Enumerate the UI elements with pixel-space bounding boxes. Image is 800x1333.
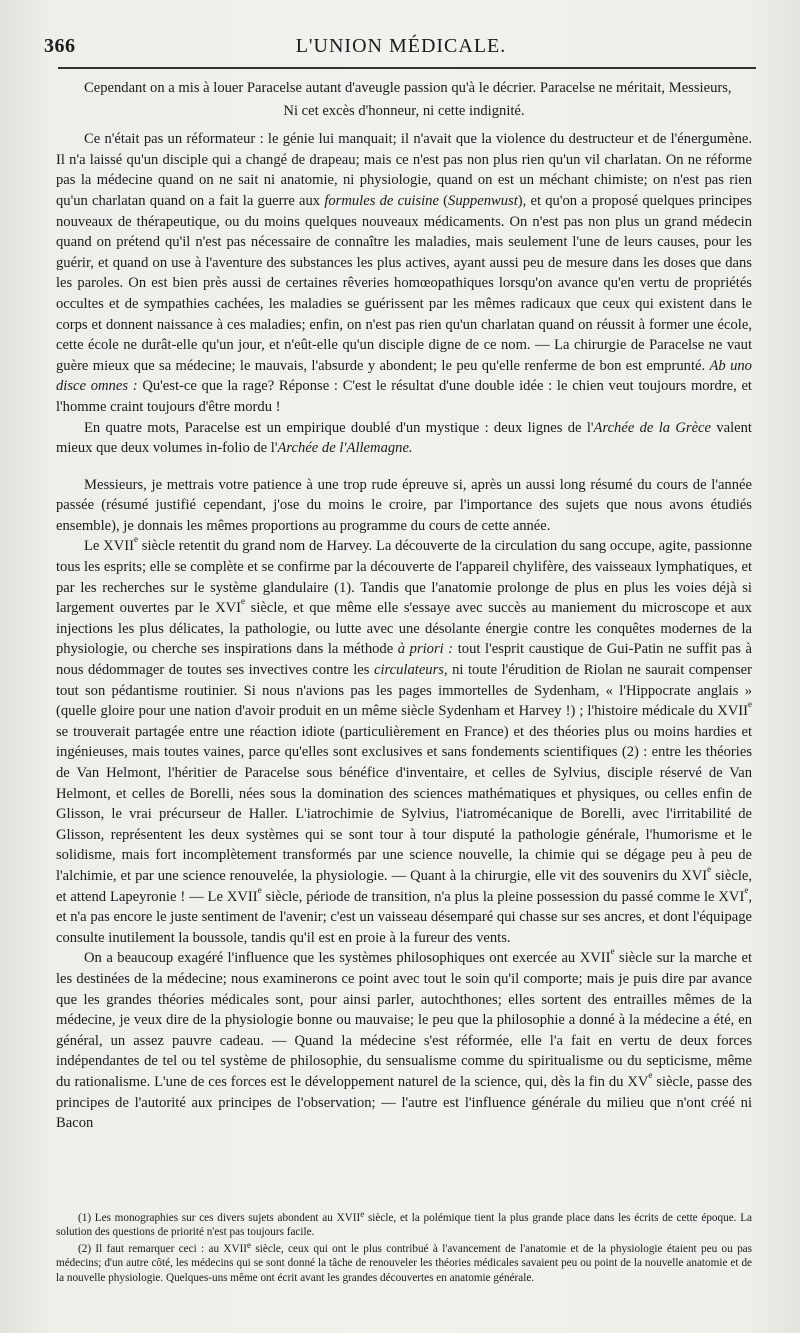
text-run: En quatre mots, Paracelse est un empirique doublé d'un mystique : deux lignes de l' [84, 419, 594, 436]
text-run: siècle sur la marche et les destinées de la médecine; nous examinerons ce point avec tout le soin qu'il comporte; mais je puis dire par avance que les grandes théories médicales sont, pour ainsi parler, autochthones; elles sortent des entrailles mêmes de la médecine, je veux dire de la physiologie bonne ou mauvaise; le peu que la philosophie a donné à la médecine a été, en général, un assez pauvre cadeau. — Quand la médecine s'est réformée, elle l'a fait en vertu de deux forces indépendantes de tel ou tel système de philosophie, du sensualisme comme du spiritualisme ou du septicisme, même du rationalisme. L'une de ces forces est le développement naturel de la science, qui, dès la fin du XV [56, 950, 753, 1090]
text-run: se trouverait partagée entre une réaction idiote (particulièrement en France) et des théories plus ou moins hardies et ingénieuses, mais toutes vaines, parce qu'elles sont exclusives et sans fondements scientifiques (2) : entre les théories de Van Helmont, l'héritier de Paracelse sous bénéfice d'inventaire, et celles de Sylvius, disciple réservé de Van Helmont, et celles de Borelli, nées sous la domination des sciences mathématiques et physiques, ou celles enfin de Glisson, le vrai précurseur de Haller. L'iatrochimie de Sylvius, l'iatromécanique de Borelli, avec l'irritabilité de Glisson, représentent les deux systèmes qui se sont tour à tour disputé la pathologie générale, l'humorisme et le solidisme, mais fort incomplètement transformés par une science nouvelle, la chimie qui se dégage peu à peu de l'alchimie, et par une science renouvelée, la physiologie. — Quant à la chirurgie, elle vit des souvenirs du XVI [56, 723, 752, 884]
text-run: siècle, et la polémique tient la plus grande place dans les écrits de cette époque. La solution des questions de priorité n'est pas toujours facile. [56, 1212, 753, 1239]
page-number: 366 [44, 35, 76, 57]
italic-run: à priori : [397, 641, 454, 658]
italic-run: Ab uno disce omnes : [56, 357, 752, 395]
italic-run: circulateurs, [373, 662, 448, 679]
paragraph-6 [56, 948, 752, 1133]
superscript: e [610, 946, 615, 957]
main-text [56, 78, 752, 1134]
text-run: tout l'esprit caustique de Gui-Patin ne suffit pas à nous dédommager de toutes ses invectives contre les [56, 641, 753, 679]
superscript: e [133, 534, 138, 545]
text-run: valent mieux que deux volumes in-folio de l' [56, 419, 752, 457]
text-run: siècle, et que même elle s'essaye avec succès au maniement du microscope et aux injections les plus délicates, la pathologie, ou lutte avec une désolante énergie contre les conquêtes modernes de la physiologie, ou cherche ses inspirations dans la méthode [56, 600, 752, 658]
text-run: , et n'a pas encore le juste sentiment de l'avenir; c'est un vaisseau désemparé qui chasse sur ses ancres, et dont l'équipage consulte inutilement la boussole, tandis qu'il est en proie à la fureur des vents. [56, 888, 752, 946]
paragraph-5 [56, 536, 752, 948]
paragraph-2 [56, 129, 752, 417]
italic-run: Archée de l'Allemagne. [277, 440, 413, 457]
paragraph-1: Cependant on a mis à louer Paracelse autant d'aveugle passion qu'à le décrier. Paracelse ne méritait, Messieurs, [84, 80, 732, 96]
footnote-1 [56, 1211, 752, 1240]
superscript: e [648, 1069, 653, 1080]
superscript: e [247, 1239, 252, 1250]
text-run: On a beaucoup exagéré l'influence que les systèmes philosophiques ont exercée au XVII [84, 950, 611, 967]
verse-quotation: Ni cet excès d'honneur, ni cette indignité. [283, 102, 525, 119]
text-run: siècle, période de transition, n'a plus la pleine possession du passé comme le XVI [265, 888, 745, 905]
footnotes [56, 1211, 752, 1287]
page-header [40, 30, 762, 62]
superscript: e [257, 884, 262, 895]
running-title: L'UNION MÉDICALE. [295, 35, 507, 57]
footnote-2 [56, 1239, 752, 1285]
text-run: ), et qu'on a proposé quelques principes nouveaux de thérapeutique, ou du moins quelques nouveaux médicaments. On n'est pas non plus un grand médecin quand on prétend qu'il n'est pas nécessaire de connaître les maladies, mais seulement l'une de leurs causes, pour les guérir, et quand on use à l'aventure des substances les plus actives, ayant aussi peu de mesure dans les doses que dans les paroles. On est bien près aussi de certaines rêveries homœopathiques lorsqu'on avance qu'en vertu de propriétés occultes et de sympathies cachées, les maladies se guérissent par les mêmes radicaux que ceux qui existent dans le corps et donnent naissance à ces maladies; enfin, on n'est pas rien qu'un charlatan quand on réussit à former une école, cette école ne durât-elle qu'un jour, et n'eût-elle qu'un disciple digne de ce nom. — La chirurgie de Paracelse ne vaut guère mieux que sa médecine; le mauvais, l'absurde y abondent; le peu qu'elle renferme de bon est emprunté. [56, 192, 752, 374]
superscript: e [707, 863, 712, 874]
text-run: siècle retentit du grand nom de Harvey. La découverte de la circulation du sang occupe, agite, passionne tous les esprits; elle se complète et se confirme par la découverte de l'appareil chylifère, des vaisseaux lymphatiques, et par les recherches sur le système glandulaire (1). Tandis que l'anatomie prolonge de plus en plus les voies déjà si largement ouvertes par le XVI [56, 538, 752, 617]
text-run: Qu'est-ce que la rage? Réponse : C'est le résultat d'une double idée : le chien veut toujours mordre, et l'homme craint toujours d'être mordu ! [56, 378, 752, 415]
superscript: e [241, 596, 246, 607]
header-rule [58, 67, 756, 69]
superscript: e [360, 1209, 365, 1219]
text-run: Ce n'était pas un réformateur : le génie lui manquait; il n'avait que la violence du destructeur et de l'énergumène. Il n'a laissé qu'un disciple qui a changé de drapeau; mais ce n'est pas non plus rien qu'un vil charlatan. On ne réforme pas la médecine quand on ne sait ni anatomie, ni physiologie, quand on est un méchant chimiste; on n'est pas rien qu'un charlatan quand on a fait la guerre aux [56, 131, 752, 209]
italic-run: Suppenwust [448, 192, 518, 209]
paragraph-3 [56, 418, 752, 459]
paragraph-4: Messieurs, je mettrais votre patience à une trop rude épreuve si, après un aussi long résumé du cours de l'année passée (résumé justifié cependant, j'ose du moins le croire, par l'importance des sujets que nous avons étudiés ensemble), je donnais les mêmes proportions au programme du cours de cette année. [56, 476, 752, 534]
text-run: siècle, ceux qui ont le plus contribué à l'avancement de l'anatomie et de la physiologie étaient peu ou pas médecins; d'un autre côté, les médecins qui se sont donné la tâche de renouveler les théories médicales savaient peu ou point de la nouvelle anatomie et de la nouvelle physiologie. Quelques-uns même ont écrit avant les grandes découvertes en anatomie générale. [56, 1242, 752, 1284]
italic-run: Archée de la Grèce [593, 419, 712, 436]
text-run: siècle, et attend Lapeyronie ! — Le XVII [56, 867, 752, 905]
text-run: (2) Il faut remarquer ceci : au XVII [78, 1242, 248, 1255]
text-run: siècle, passe des principes de l'autorité aux principes de l'observation; — l'autre est l'influence générale du milieu que n'ont créé ni Bacon [56, 1073, 752, 1132]
superscript: e [748, 699, 752, 710]
text-run: Le XVII [84, 538, 134, 555]
text-run: ( [443, 192, 449, 209]
text-run: ni toute l'érudition de Riolan ne saurait compenser tout son pédantisme routinier. Si nous n'avions pas les pages immortelles de Sydenham, « l'Hippocrate anglais » (quelle gloire pour une nation d'avoir produit en un même siècle Sydenham et Harvey !) ; l'histoire médicale du XVII [56, 662, 752, 720]
superscript: e [744, 884, 749, 895]
italic-run: formules de cuisine [324, 192, 439, 209]
text-run: (1) Les monographies sur ces divers sujets abondent au XVII [78, 1212, 361, 1224]
